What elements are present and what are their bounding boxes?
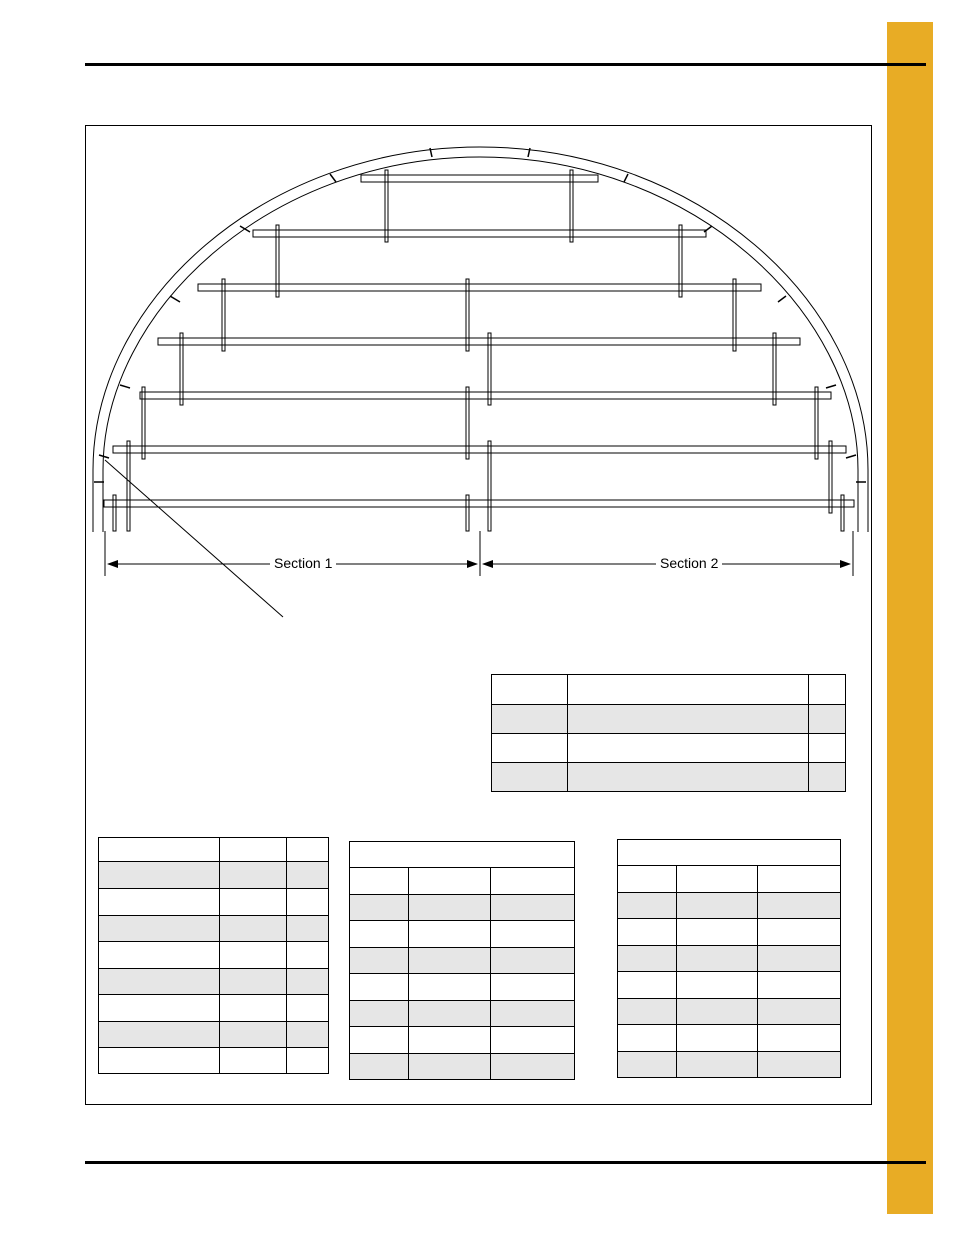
table-row <box>350 895 575 921</box>
table-row <box>350 974 575 1001</box>
dome-panel-joints <box>94 148 866 482</box>
section-2-label: Section 2 <box>656 555 722 571</box>
table-row <box>99 969 329 995</box>
table-row <box>99 889 329 916</box>
parts-table-c <box>349 841 575 1080</box>
table-row <box>492 705 846 734</box>
table-row <box>492 763 846 792</box>
table-row <box>350 1027 575 1054</box>
table-row <box>99 862 329 889</box>
parts-table-b <box>98 837 329 1074</box>
parts-table-d <box>617 839 841 1078</box>
rafter-hangers <box>113 170 844 531</box>
table-row <box>618 893 841 919</box>
table-row <box>618 999 841 1025</box>
table-row <box>618 1052 841 1078</box>
rafter-bars <box>104 175 854 507</box>
table-header-row <box>350 868 575 895</box>
table-row <box>492 734 846 763</box>
table-row <box>99 1048 329 1074</box>
table-row <box>618 972 841 999</box>
table-row <box>99 916 329 942</box>
table-header-row <box>618 866 841 893</box>
table-row <box>350 1054 575 1080</box>
table-header-row <box>492 675 846 705</box>
table-row <box>618 919 841 946</box>
table-row <box>99 1022 329 1048</box>
dome-outer-arc <box>93 147 868 532</box>
section-1-label: Section 1 <box>270 555 336 571</box>
table-row <box>618 1025 841 1052</box>
callout-leader-line <box>105 460 283 617</box>
table-row <box>99 942 329 969</box>
table-title-row <box>618 840 841 866</box>
table-row <box>618 946 841 972</box>
section-dimension-lines <box>105 531 853 576</box>
table-header-row <box>99 838 329 862</box>
table-row <box>350 921 575 948</box>
table-title-row <box>350 842 575 868</box>
table-row <box>350 948 575 974</box>
table-row <box>350 1001 575 1027</box>
parts-table-a <box>491 674 846 792</box>
table-row <box>99 995 329 1022</box>
